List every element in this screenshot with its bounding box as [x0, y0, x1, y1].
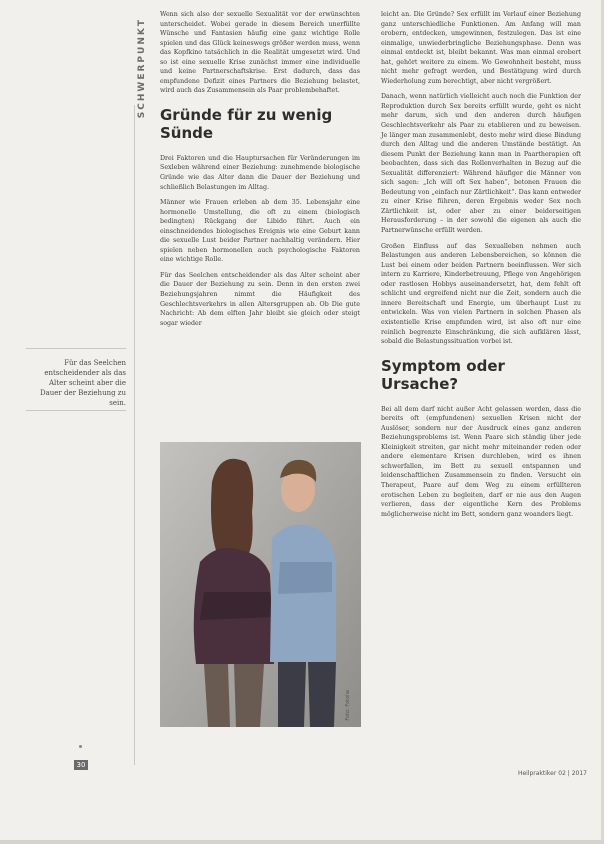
couple-photo-illustration — [160, 442, 361, 727]
magazine-footer: Heilpraktiker 02 | 2017 — [517, 770, 587, 777]
pull-quote-top-rule — [26, 348, 126, 349]
intro-paragraph: Wenn sich also der sexuelle Sexualität vor der erwünschten unterscheidet. Wobei gerade in diesem Bereich unerfüllte Wünsche und Fantasien häufig eine ganz wichtige Rolle spielen und das Glück keineswegs größer werden muss, wenn das Kopfkino tatsächlich in die Realität umgesetzt wird. Und so ist eine sexuelle Krise zunächst immer eine individuelle und keine Partnerschaftskrise. Erst dadurch, dass das empfundene Defizit eines Partners die Beziehung belastet, wird auch das Zusammensein als Paar problembehaftet. — [160, 11, 360, 95]
section-heading-2: Symptom oder Ursache? — [381, 356, 505, 393]
column-divider — [134, 105, 135, 765]
body-paragraph: Danach, wenn natürlich vielleicht auch noch die Funktion der Reproduktion durch Sex bereits erfüllt wurde, geht es nicht mehr darum, sich und den anderen durch häufigen Geschlechtsverkehr als Paar zu etablieren und zu beweisen. Je länger man zusammenlebt, desto mehr wird diese Bindung durch den Alltag und die anderen Umstände bestätigt. An diesem Punkt der Beziehung kann man in Paartherapien oft beobachten, dass sich das Rollenverhalten in Bezug auf die Sexualität differenziert: Während häufiger die Männer von sich sagen: „Ich will oft Sex haben“, betonen Frauen die Bedeutung von „einfach nur Zärtlichkeit“. Das kann entweder zu einer Krise führen, deren Ergebnis weder Sex noch Zärtlichkeit ist, oder aber zu einer beiderseitigen Herausforderung – in der sowohl die eigenen als auch die Partnerwünsche erfüllt werden. — [381, 93, 581, 235]
section-tag: SCHWERPUNKT — [137, 18, 147, 119]
body-paragraph: Bei all dem darf nicht außer Acht gelassen werden, dass die bereits oft (empfundenen) sexuellen Krisen nicht der Auslöser, sondern nur der Ausdruck eines ganz anderen Beziehungsproblems ist. Wenn Paare sich ständig über jede Kleinigkeit streiten, gar nicht mehr miteinander reden oder andere elementare Krisen durchleben, wird es ihnen schwerfallen, im Bett zu sexuell entspannen und leidenschaftlichen Zusammensein zu finden. Versucht ein Therapeut, Paare auf dem Weg zu einem erfüllteren erotischen Leben zu begleiten, darf er nie aus den Augen verlieren, dass der eigentliche Kern des Problems möglicherweise nicht im Bett, sondern ganz woanders liegt. — [381, 405, 581, 518]
body-paragraph: Männer wie Frauen erleben ab dem 35. Lebensjahr eine hormonelle Umstellung, die oft zu einem (biologisch bedingten) Rückgang der Libido führt. Auch ein einschneidendes biologisches Ereignis wie eine Geburt kann die sexuelle Lust beider Partner nachhaltig verändern. Hier spielen neben hormonellen auch psychologische Faktoren eine wichtige Rolle. — [160, 199, 360, 264]
photo-credit: Foto: Fotolia — [345, 690, 351, 721]
right-column — [381, 10, 581, 525]
body-paragraph: leicht an. Die Gründe? Sex erfüllt im Verlauf einer Beziehung ganz unterschiedliche Funktionen. Am Anfang will man erobern, entdecken, umgewinnen, festzulegen. Das ist eine einmalige, unwiederbringliche Beziehungsphase. Denn was einmal entdeckt ist, bleibt bekannt. Was man einmal erobert hat, gehört weitere zu einem. Wo Gewohnheit besteht, muss nicht mehr gefragt werden, und Bestätigung wird durch Wiederholung zum berechtigt, aber nicht vergrößert. — [381, 11, 581, 85]
body-paragraph: Für das Seelchen entscheidender als das Alter scheint aber die Dauer der Beziehung zu sein. Denn in den ersten zwei Beziehungsjahren nimmt die Häufigkeit des Geschlechtsverkehrs in allen Altersgruppen ab. Ob Die gute Nachricht: Ab dem elften Jahr bleibt sie gleich oder steigt sogar wieder — [160, 271, 360, 327]
page-number: 30 — [74, 760, 88, 770]
body-paragraph: Großen Einfluss auf das Sexualleben nehmen auch Belastungen aus anderen Lebensbereichen, so können die Lust bei einem oder beiden Partnern beeinflussen. Wer sich intern zu Karriere, Kinderbetreuung, Pflege von Angehörigen oder rastlosen Hobbys auseinandersetzt, hat, dem fehlt oft schlicht und ergreifend nicht nur die Zeit, sondern auch die innere Bereitschaft und Energie, um überhaupt Lust zu entwickeln. Was von vielen Partnern in solchen Phasen als existentielle Krise empfunden wird, ist also oft nur eine reinlich begrenzte Einschränkung, die sich aufklären lässt, sobald die Belastungssituation vorbei ist. — [381, 242, 581, 346]
left-column — [160, 10, 360, 334]
body-paragraph: Drei Faktoren und die Hauptursachen für Veränderungen im Sexleben während einer Beziehung: zunehmende biologische Gründe wie das Alter dann die Dauer der Beziehung und schließlich Belastungen im Alltag. — [160, 154, 360, 191]
section-heading-1: Gründe für zu wenig Sünde — [160, 105, 333, 142]
couple-photo — [160, 442, 361, 727]
page-marker-dot — [79, 745, 82, 748]
pull-quote-bottom-rule — [26, 410, 126, 411]
pull-quote: Für das Seelchen entscheidender als das Alter scheint aber die Dauer der Beziehung zu sein. — [40, 359, 126, 407]
scan-bottom-edge — [0, 840, 604, 844]
